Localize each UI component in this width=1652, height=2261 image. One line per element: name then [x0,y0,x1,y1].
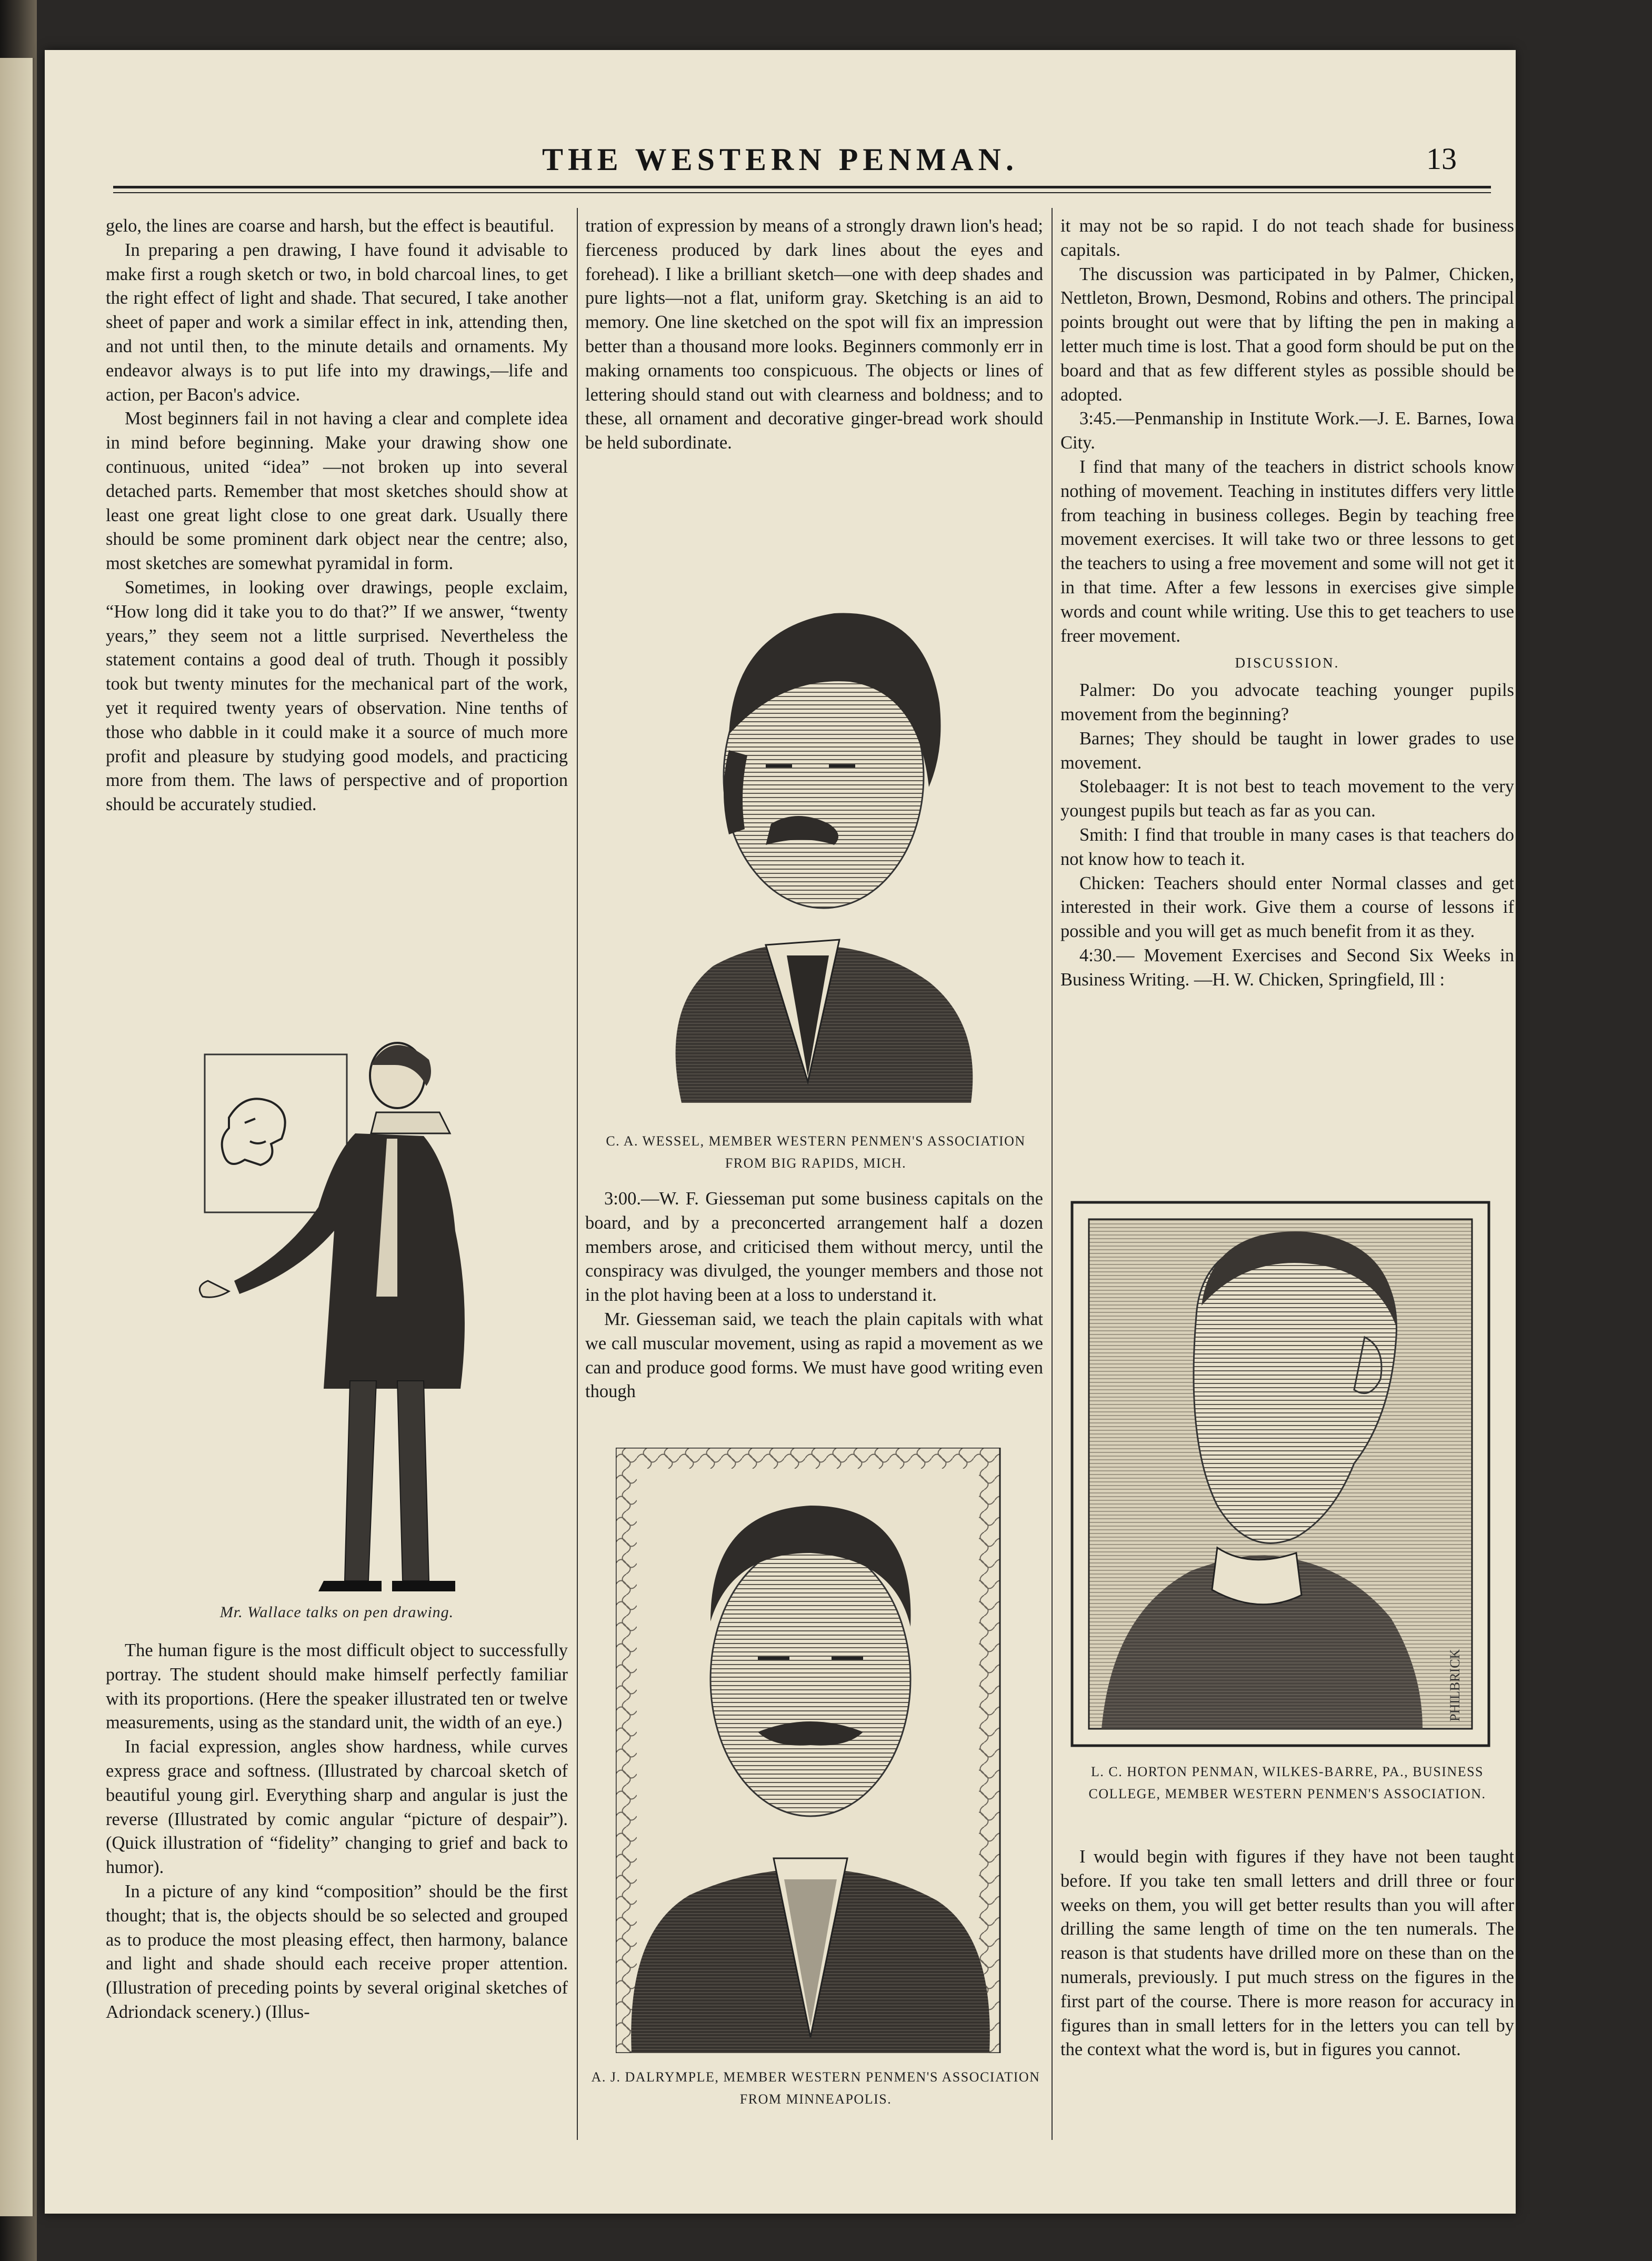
discussion-heading: DISCUSSION. [1235,655,1340,671]
paragraph: I find that many of the teachers in district schools know nothing of movement. Teaching in institutes differs very little from teaching in business colleges. Begin by teaching free movement exercises. It will take two or three lessons to get the teachers to using a free movement and some will not get it in that time. After a few lessons in exercises give simple words and count while writing. Use this to get teachers to use freer movement. [1060,456,1514,646]
previous-page-edge [0,58,34,2216]
paragraph: Mr. Giesseman said, we teach the plain capitals with what we call muscular movement, using as rapid a movement as we can and produce good forms. We must have good writing even though [585,1309,1043,1402]
paragraph: Palmer: Do you advocate teaching younger pupils movement from the beginning? [1060,680,1514,724]
dalrymple-caption: A. J. DALRYMPLE, MEMBER WESTERN PENMEN'S ASSOCIATION FROM MINNEAPOLIS. [591,2069,1040,2107]
dalrymple-portrait [616,1448,1047,2053]
newspaper-page [45,50,1516,2214]
paragraph: Chicken: Teachers should enter Normal classes and get interested in their work. Give them a course of lessons if possible and you will get as much benefit from it as they. [1060,873,1514,942]
wallace-coat [234,1133,465,1389]
wessel-caption: C. A. WESSEL, MEMBER WESTERN PENMEN'S ASSOCIATION FROM BIG RAPIDS, MICH. [606,1133,1026,1171]
wallace-hand [199,1281,229,1297]
paragraph: Most beginners fail in not having a clear and complete idea in mind before beginning. Make your drawing show one continuous, united “idea” —not broken up into several detached parts. Remember that most sketches should show at least one great light close to one great dark. Usually there should be some prominent dark object near the centre; also, most sketches are somewhat pyramidal in form. [106,409,568,574]
paragraph: 3:45.—Penmanship in Institute Work.—J. E. Barnes, Iowa City. [1060,409,1514,453]
column-3-continued [1060,1845,1514,2062]
paragraph: In preparing a pen drawing, I have found it advisable to make first a rough sketch or two, in bold charcoal lines, to get the right effect of light and shade. That secured, I take another sheet of paper and work a similar effect in ink, attending then, and not until then, to the minute details and ornaments. My endeavor always is to put life into my drawings,—life and action, per Bacon's advice. [106,240,568,405]
column-2 [585,214,1043,455]
wessel-engraving [597,576,1029,1103]
paragraph: Barnes; They should be taught in lower grades to use movement. [1060,728,1514,773]
paragraph: Smith: I find that trouble in many cases is that teachers do not know how to teach it. [1060,824,1514,869]
paragraph: Stolebaager: It is not best to teach movement to the very youngest pupils but teach as far as you can. [1060,776,1514,821]
column-2-continued [585,1187,1043,1404]
paragraph: In a picture of any kind “composition” should be the first thought; that is, the objects should be so selected and grouped as to produce the most pleasing effect, then harmony, balance and light and shade should each receive proper attention. (Illustration of preceding points by several original sketches of Adriondack scenery.) (Illus- [106,1881,568,2022]
paragraph: I would begin with figures if they have not been taught before. If you take ten small letters and drill three or four weeks on them, you will get better results than you will after drilling the same length of time on the ten numerals. The reason is that students have drilled more on these than on the numerals, previously. I put much stress on the figures in the first part of the course. There is more reason for accuracy in figures than in small letters for in the letters you can tell by the context what the word is, but in figures you cannot. [1060,1847,1514,2060]
column-divider [577,208,578,2140]
wallace-illustration [197,1033,513,1597]
wessel-portrait [597,576,1029,1103]
paragraph: In facial expression, angles show hardness, while curves express grace and softness. (Illustrated by charcoal sketch of beautiful young girl. Everything sharp and angular is just the reverse (Illustrated by comic angular “picture of despair”). (Quick illustration of “fidelity” changing to grief and back to humor). [106,1737,568,1878]
paragraph: The human figure is the most difficult object to successfully portray. The student should make himself perfectly familiar with its proportions. (Here the speaker illustrated ten or twelve measurements, using as the standard unit, the width of an eye.) [106,1640,568,1733]
engraver-signature: PHILBRICK [1447,1649,1463,1721]
paragraph: tration of expression by means of a strongly drawn lion's head; fierceness produced by dark lines about the eyes and forehead). I like a brilliant sketch—one with deep shades and pure lights—not a flat, uniform gray. Sketching is an aid to memory. One line sketched on the spot will fix an impression better than a thousand more looks. Beginners commonly err in making ornaments too conspicuous. The objects or lines of lettering should stand out with clearness and boldness; and to these, all ornament and decorative ginger-bread work should be held subordinate. [585,216,1043,453]
column-1 [106,214,568,817]
column-divider [1052,208,1053,2140]
header-rule-thick [113,186,1491,188]
dalrymple-engraving [616,1448,1047,2053]
horton-engraving [1070,1200,1491,1748]
paragraph: Sometimes, in looking over drawings, people exclaim, “How long did it take you to do that?” If we answer, “twenty years,” they seem not a little surprised. Nevertheless the statement contains a good deal of truth. Though it possibly took but twenty minutes for the mechanical part of the work, yet it required twenty years of observation. Nine tenths of those who dabble in it could make it a source of much more profit and pleasure by studying good models, and practicing more from them. The laws of perspective and of proportion should be accurately studied. [106,577,568,815]
column-3 [1060,214,1514,992]
page-number: 13 [1426,142,1457,176]
wallace-caption: Mr. Wallace talks on pen drawing. [219,1603,454,1621]
paragraph: 4:30.— Movement Exercises and Second Six Weeks in Business Writing. —H. W. Chicken, Springfield, Ill : [1060,945,1514,990]
horton-portrait [1070,1200,1491,1748]
paragraph: it may not be so rapid. I do not teach shade for business capitals. [1060,216,1514,260]
paragraph: gelo, the lines are coarse and harsh, but the effect is beautiful. [106,216,554,236]
wallace-trousers [345,1381,429,1581]
paragraph: The discussion was participated in by Palmer, Chicken, Nettleton, Brown, Desmond, Robins and others. The principal points brought out were that by lifting the pen in making a letter much time is lost. That a good form should be put on the board and that as few different styles as possible should be adopted. [1060,264,1514,405]
paragraph: 3:00.—W. F. Giesseman put some business capitals on the board, and by a preconcerted arrangement half a dozen members arose, and criticised them without mercy, until the conspiracy was divulged, the younger members and those not in the plot having been at a loss to understand it. [585,1189,1043,1306]
wallace-shoes [318,1581,455,1591]
horton-caption: L. C. HORTON PENMAN, WILKES-BARRE, PA., BUSINESS COLLEGE, MEMBER WESTERN PENMEN'S ASSOCIATION. [1088,1764,1486,1801]
dalrymple-face [710,1542,910,1816]
caricature-face-sketch [222,1099,285,1165]
wallace-drawing [197,1033,513,1597]
masthead-title: THE WESTERN PENMAN. [542,142,1018,177]
header-rule-thin [113,192,1491,193]
column-1-continued [106,1639,568,2025]
